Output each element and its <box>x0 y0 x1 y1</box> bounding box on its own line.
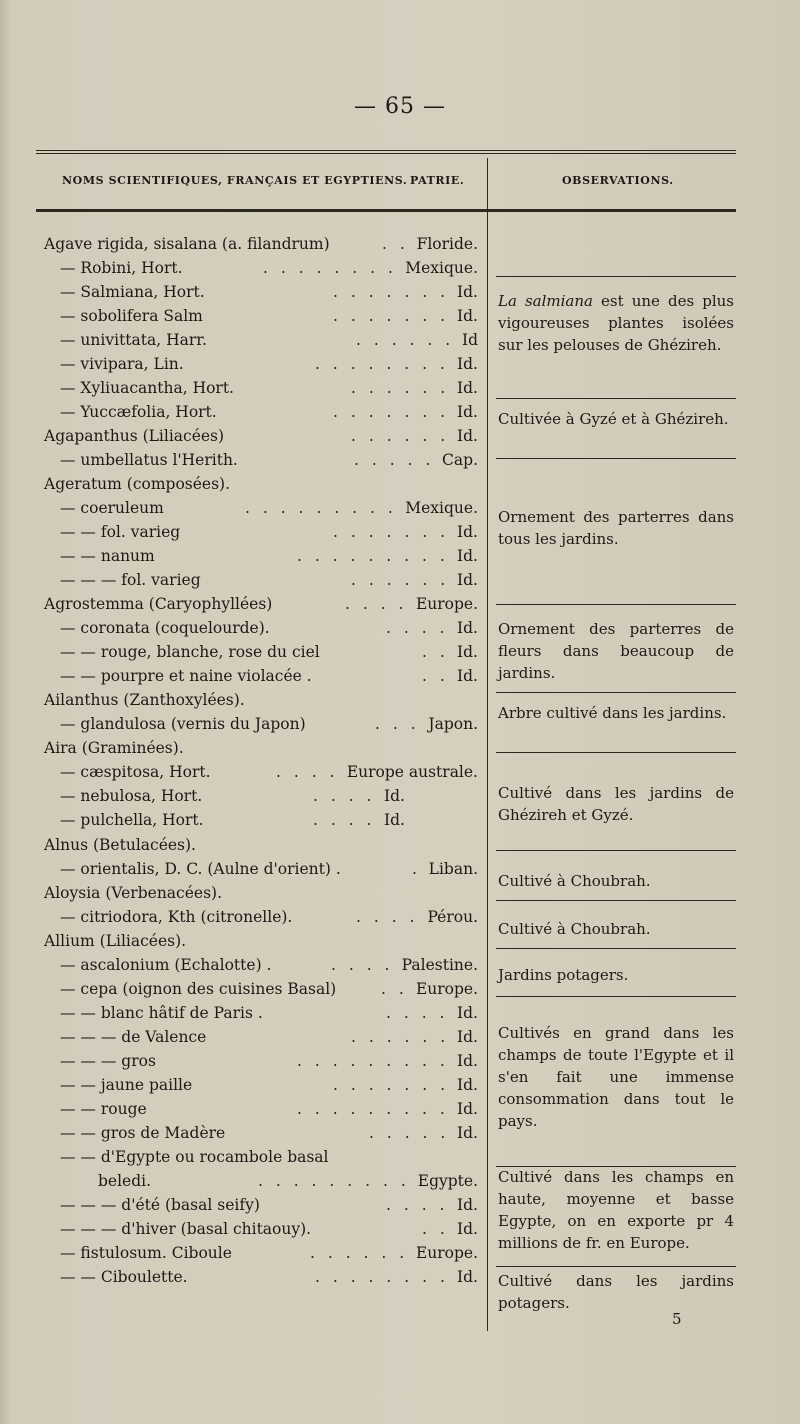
plant-name: — — rouge <box>60 1099 147 1118</box>
observation-separator <box>496 604 736 605</box>
plant-name: — coronata (coquelourde). <box>60 619 270 638</box>
leader-dots: . . . . <box>313 811 376 830</box>
table-row <box>0 496 480 520</box>
plant-name: Agrostemma (Caryophyllées) <box>44 595 273 614</box>
leader-dots: . . . . <box>345 595 408 614</box>
observation-note <box>498 702 734 724</box>
observation-text: Cultivé dans les jardins potagers. <box>498 1272 734 1312</box>
table-row <box>0 328 480 352</box>
table-row <box>0 448 480 472</box>
leader-dots: . . <box>422 1219 449 1238</box>
plant-name: — — d'Egypte ou rocambole basal <box>60 1147 329 1166</box>
leader-dots: . . <box>382 235 409 253</box>
patrie-value: Japon. <box>428 715 478 734</box>
observation-text: Arbre cultivé dans les jardins. <box>498 704 727 722</box>
patrie-value: Id. <box>457 571 478 590</box>
plant-name: Ailanthus (Zanthoxylées). <box>44 691 245 710</box>
leader-dots: . . . . . . . . . <box>258 1171 410 1190</box>
patrie-value: Liban. <box>428 859 478 878</box>
column-divider <box>487 158 488 1331</box>
table-row <box>0 616 480 640</box>
plant-name: — umbellatus l'Herith. <box>60 451 238 470</box>
table-row <box>0 688 480 712</box>
leader-dots: . . . . . . <box>356 331 455 350</box>
plant-name: — — — d'été (basal seify) <box>60 1195 260 1214</box>
plant-name: — Robini, Hort. <box>60 259 183 278</box>
leader-dots: . . . . . . . . . <box>297 1099 449 1118</box>
patrie-value: Id. <box>457 1123 478 1142</box>
patrie-value: Id. <box>457 283 478 302</box>
table-row <box>0 232 480 256</box>
leader-dots: . . . . . . . <box>333 307 450 326</box>
leader-dots: . . . . . . . . . <box>297 547 449 566</box>
leader-dots: . . . . . . <box>310 1243 409 1262</box>
plant-name: — — — de Valence <box>60 1027 207 1046</box>
observation-text: Jardins potagers. <box>498 966 629 984</box>
plant-name: — — — fol. varieg <box>60 571 201 590</box>
patrie-value: Id. <box>457 619 478 638</box>
page-number: — 65 — <box>354 94 446 119</box>
table-row <box>0 1049 480 1073</box>
patrie-value: Cap. <box>442 451 478 470</box>
plant-name: — cæspitosa, Hort. <box>60 763 211 782</box>
table-row <box>0 400 480 424</box>
plant-name: — — fol. varieg <box>60 523 181 542</box>
table-row <box>0 953 480 977</box>
plant-name: — — rouge, blanche, rose du ciel <box>60 643 320 662</box>
table-row <box>0 472 480 496</box>
plant-name: — — blanc hâtif de Paris . <box>60 1003 263 1022</box>
leader-dots: . . . . <box>276 763 339 782</box>
patrie-value: Europe. <box>415 979 478 998</box>
plant-name: — pulchella, Hort. <box>60 811 204 830</box>
plant-name: — coeruleum <box>60 499 164 518</box>
leader-dots: . . . . . . <box>351 571 450 590</box>
plant-name: — sobolifera Salm <box>60 307 203 326</box>
plant-name: — — Ciboulette. <box>60 1267 188 1286</box>
leader-dots: . . <box>422 667 449 686</box>
observation-separator <box>496 752 736 753</box>
leader-dots: . . . . . . . <box>333 283 450 302</box>
observation-separator <box>496 1166 736 1167</box>
patrie-value: Id. <box>457 379 478 398</box>
observation-text: Cultivée à Gyzé et à Ghézireh. <box>498 410 729 428</box>
observation-note <box>498 1166 734 1254</box>
leader-dots: . . . . . . . <box>333 403 450 422</box>
patrie-value: Mexique. <box>405 499 478 518</box>
observation-separator <box>496 996 736 997</box>
patrie-value: Id. <box>384 787 405 806</box>
table-row <box>0 1193 480 1217</box>
table-row <box>0 376 480 400</box>
patrie-value: Id. <box>457 1099 478 1118</box>
observation-note <box>498 506 734 550</box>
plant-name: — Salmiana, Hort. <box>60 283 205 302</box>
observation-note <box>498 1270 734 1314</box>
leader-dots: . . . . . . . . <box>315 355 449 374</box>
table-row <box>0 929 480 953</box>
plant-name: — Xyliuacantha, Hort. <box>60 379 234 398</box>
plant-name: — — pourpre et naine violacée . <box>60 667 312 686</box>
observation-separator <box>496 692 736 693</box>
table-row <box>0 1025 480 1049</box>
leader-dots: . . . . . . . <box>333 523 450 542</box>
header-top-rule <box>36 150 736 151</box>
table-row <box>0 784 480 808</box>
table-row <box>0 520 480 544</box>
table-row <box>0 760 480 784</box>
observation-separator <box>496 948 736 949</box>
plant-name: — — gros de Madère <box>60 1123 226 1142</box>
table-row <box>0 1145 480 1169</box>
observation-separator <box>496 458 736 459</box>
observation-separator <box>496 398 736 399</box>
leader-dots: . . . . <box>386 619 449 638</box>
observation-separator <box>496 1266 736 1267</box>
leader-dots: . . . . <box>331 955 394 974</box>
plant-name: — — jaune paille <box>60 1075 193 1094</box>
patrie-value: Floride. <box>416 235 478 253</box>
observation-text: Cultivé dans les champs en haute, moyenne et basse Egypte, on en exporte pr 4 millions de fr. en Europe. <box>498 1168 734 1252</box>
column-header-observations: OBSERVATIONS. <box>562 174 674 187</box>
patrie-value: Id. <box>457 1195 478 1214</box>
observation-text: Cultivé à Choubrah. <box>498 920 651 938</box>
patrie-value: Id. <box>457 355 478 374</box>
table-row <box>0 304 480 328</box>
observation-text: Ornement des parterres dans tous les jardins. <box>498 508 734 548</box>
table-row <box>0 1121 480 1145</box>
plant-name: — fistulosum. Ciboule <box>60 1243 232 1262</box>
leader-dots: . . . . <box>356 907 419 926</box>
patrie-value: Id. <box>457 1075 478 1094</box>
patrie-value: Europe. <box>415 595 478 614</box>
table-row <box>0 905 480 929</box>
patrie-value: Egypte. <box>417 1171 478 1190</box>
plant-name: Agapanthus (Liliacées) <box>44 427 225 446</box>
table-row <box>0 977 480 1001</box>
patrie-value: Id. <box>457 1267 478 1286</box>
plant-name: — vivipara, Lin. <box>60 355 184 374</box>
observation-text: La salmiana est une des plus vigoureuses plantes isolées sur les pelouses de Ghézireh. <box>498 292 734 354</box>
leader-dots: . . <box>422 643 449 662</box>
leader-dots: . . . <box>375 715 420 734</box>
table-row <box>0 712 480 736</box>
table-row <box>0 1073 480 1097</box>
leader-dots: . . <box>381 979 408 998</box>
patrie-value: Id. <box>457 1027 478 1046</box>
patrie-value: Id. <box>457 667 478 686</box>
table-row <box>0 1217 480 1241</box>
patrie-value: Id. <box>457 1219 478 1238</box>
observation-text: Cultivé à Choubrah. <box>498 872 651 890</box>
patrie-value: Id. <box>457 427 478 446</box>
table-row <box>0 1265 480 1289</box>
patrie-value: Id. <box>457 307 478 326</box>
patrie-value: Id <box>461 331 478 350</box>
patrie-value: Id. <box>457 1003 478 1022</box>
patrie-value: Id. <box>457 523 478 542</box>
plant-name: — Yuccæfolia, Hort. <box>60 403 217 422</box>
leader-dots: . <box>412 859 421 878</box>
observation-note <box>498 408 734 430</box>
plant-name: Alnus (Betulacées). <box>44 835 196 854</box>
patrie-value: Id. <box>457 1051 478 1070</box>
observation-note <box>498 870 734 892</box>
observation-note <box>498 964 734 986</box>
table-row <box>0 1169 480 1193</box>
leader-dots: . . . . <box>386 1195 449 1214</box>
table-row <box>0 640 480 664</box>
signature-mark: 5 <box>672 1310 682 1328</box>
plant-name: — citriodora, Kth (citronelle). <box>60 907 293 926</box>
table-row <box>0 1001 480 1025</box>
table-row <box>0 568 480 592</box>
patrie-value: Id. <box>457 403 478 422</box>
table-row <box>0 808 480 832</box>
plant-name: — — — gros <box>60 1051 156 1070</box>
plant-name: — — — d'hiver (basal chitaouy). <box>60 1219 312 1238</box>
patrie-value: Europe australe. <box>346 763 478 782</box>
patrie-value: Id. <box>384 811 405 830</box>
plant-name: — cepa (oignon des cuisines Basal) <box>60 979 337 998</box>
patrie-value: Mexique. <box>405 259 478 278</box>
plant-name: Allium (Liliacées). <box>44 931 187 950</box>
observation-text: Cultivé dans les jardins de Ghézireh et Gyzé. <box>498 784 734 824</box>
table-row <box>0 664 480 688</box>
observation-note <box>498 782 734 826</box>
patrie-value: Europe. <box>415 1243 478 1262</box>
plant-name: Aira (Graminées). <box>44 739 184 758</box>
plant-name: — univittata, Harr. <box>60 331 207 350</box>
leader-dots: . . . . . . . . <box>315 1267 449 1286</box>
leader-dots: . . . . . <box>369 1123 450 1142</box>
table-row <box>0 256 480 280</box>
observation-note <box>498 618 734 684</box>
table-row <box>0 592 480 616</box>
leader-dots: . . . . . . . <box>333 1075 450 1094</box>
leader-dots: . . . . . <box>354 451 435 470</box>
header-top-rule-2 <box>36 153 736 154</box>
table-row <box>0 280 480 304</box>
observation-separator <box>496 276 736 277</box>
leader-dots: . . . . . . . . . <box>245 499 397 518</box>
table-row <box>0 833 480 857</box>
plant-name: — ascalonium (Echalotte) . <box>60 955 272 974</box>
leader-dots: . . . . <box>386 1003 449 1022</box>
observation-text: Ornement des parterres de fleurs dans beaucoup de jardins. <box>498 620 734 682</box>
leader-dots: . . . . . . <box>351 1027 450 1046</box>
patrie-value: Palestine. <box>401 955 478 974</box>
table-row <box>0 1241 480 1265</box>
patrie-value: Pérou. <box>427 907 478 926</box>
observation-note <box>498 290 734 356</box>
plant-name: Ageratum (composées). <box>44 475 231 494</box>
plant-name: — — nanum <box>60 547 155 566</box>
plant-name: — nebulosa, Hort. <box>60 787 203 806</box>
leader-dots: . . . . <box>313 787 376 806</box>
column-header-names: NOMS SCIENTIFIQUES, FRANÇAIS ET EGYPTIENS. <box>62 174 408 187</box>
plant-name: — orientalis, D. C. (Aulne d'orient) . <box>60 859 341 878</box>
table-row <box>0 857 480 881</box>
table-row <box>0 1097 480 1121</box>
observation-note <box>498 918 734 940</box>
table-row <box>0 352 480 376</box>
plant-name: — glandulosa (vernis du Japon) <box>60 715 306 734</box>
patrie-value: Id. <box>457 547 478 566</box>
plant-name: Aloysia (Verbenacées). <box>44 883 222 902</box>
header-bottom-rule <box>36 209 736 212</box>
leader-dots: . . . . . . . . . <box>297 1051 449 1070</box>
leader-dots: . . . . . . <box>351 427 450 446</box>
table-row <box>0 736 480 760</box>
leader-dots: . . . . . . . . <box>263 259 397 278</box>
table-row <box>0 881 480 905</box>
table-row <box>0 424 480 448</box>
plant-name: beledi. <box>98 1171 152 1190</box>
patrie-value: Id. <box>457 643 478 662</box>
table-row <box>0 544 480 568</box>
observation-text: Cultivés en grand dans les champs de toute l'Egypte et il s'en fait une immense consommation dans tout le pays. <box>498 1024 734 1130</box>
observation-separator <box>496 850 736 851</box>
observation-note <box>498 1022 734 1132</box>
column-header-patrie: PATRIE. <box>410 174 465 187</box>
observation-separator <box>496 900 736 901</box>
leader-dots: . . . . . . <box>351 379 450 398</box>
plant-name: Agave rigida, sisalana (a. filandrum) <box>44 235 330 253</box>
